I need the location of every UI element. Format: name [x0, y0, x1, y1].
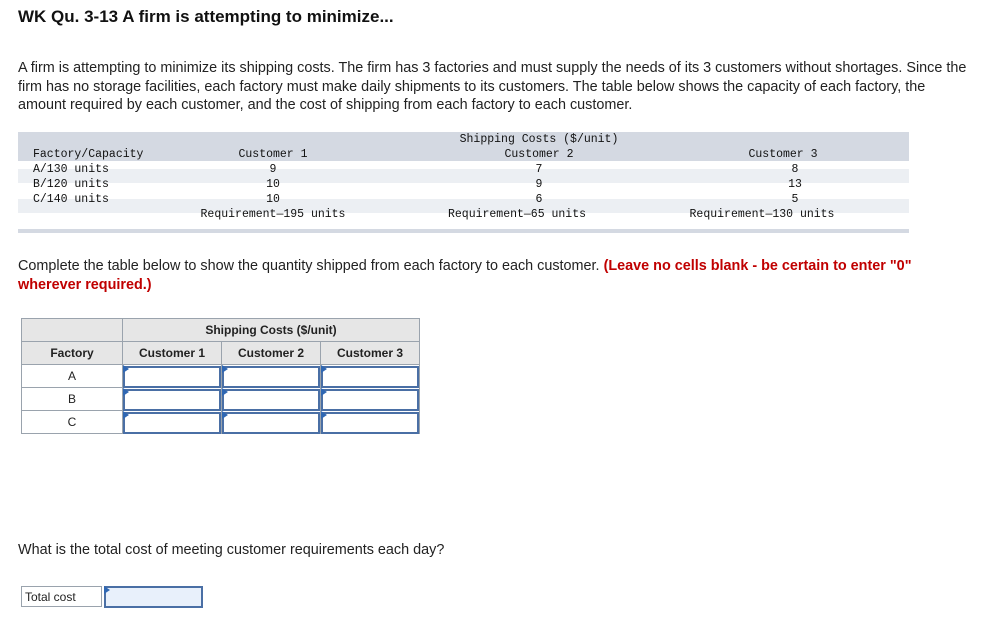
- row-label-a: A: [22, 365, 123, 388]
- input-a-customer-1[interactable]: [123, 366, 221, 388]
- shipping-costs-table: [18, 132, 909, 232]
- input-b-customer-2[interactable]: [222, 389, 320, 411]
- input-a-customer-2-cell: [222, 365, 321, 388]
- input-a-customer-3-cell: [321, 365, 420, 388]
- cost-b-1: 10: [266, 178, 280, 191]
- factory-column-header: Factory: [22, 342, 123, 365]
- factory-a-capacity: A/130 units: [33, 163, 109, 176]
- input-flag-icon: [104, 586, 110, 594]
- factory-b-capacity: B/120 units: [33, 178, 109, 191]
- answer-table: [21, 318, 420, 434]
- customer-1-header: Customer 1: [238, 148, 308, 161]
- input-b-customer-2-cell: [222, 388, 321, 411]
- input-flag-icon: [123, 388, 129, 396]
- cost-b-2: 9: [535, 178, 543, 191]
- customer-3-header: Customer 3: [748, 148, 818, 161]
- requirement-customer-3: Requirement—130 units: [689, 208, 835, 221]
- total-cost-input[interactable]: [104, 586, 203, 608]
- instruction-text: [18, 257, 948, 294]
- question-title: WK Qu. 3-13 A firm is attempting to minimize...: [18, 7, 394, 26]
- factory-c-capacity: C/140 units: [33, 193, 109, 206]
- row-label-c: C: [22, 411, 123, 434]
- customer-3-column-header: Customer 3: [321, 342, 420, 365]
- costs-heading: Shipping Costs ($/unit): [459, 133, 619, 146]
- input-flag-icon: [321, 365, 327, 373]
- input-b-customer-1-cell: [123, 388, 222, 411]
- cost-c-3: 5: [791, 193, 799, 206]
- cost-a-3: 8: [791, 163, 799, 176]
- cost-a-1: 9: [269, 163, 277, 176]
- requirement-customer-1: Requirement—195 units: [200, 208, 346, 221]
- total-cost-question: What is the total cost of meeting customer requirements each day?: [18, 542, 445, 558]
- cost-c-1: 10: [266, 193, 280, 206]
- input-flag-icon: [123, 411, 129, 419]
- row-band: [18, 169, 909, 183]
- input-c-customer-2-cell: [222, 411, 321, 434]
- input-c-customer-1[interactable]: [123, 412, 221, 434]
- cost-a-2: 7: [535, 163, 543, 176]
- input-b-customer-3-cell: [321, 388, 420, 411]
- input-flag-icon: [321, 411, 327, 419]
- factory-capacity-header: Factory/Capacity: [33, 148, 144, 161]
- cost-c-2: 6: [535, 193, 543, 206]
- customer-1-column-header: Customer 1: [123, 342, 222, 365]
- cost-b-3: 13: [788, 178, 802, 191]
- problem-description: A firm is attempting to minimize its shipping costs. The firm has 3 factories and must supply the needs of its 3 customers without shortages. Since the firm has no storage facilities, each factory must make daily shipments to its customers. The table below shows the capacity of each factory, the amount required by each customer, and the cost of shipping from each factory to each customer.: [18, 60, 967, 113]
- blank-header-cell: [22, 319, 123, 342]
- input-b-customer-1[interactable]: [123, 389, 221, 411]
- input-b-customer-3[interactable]: [321, 389, 419, 411]
- input-a-customer-1-cell: [123, 365, 222, 388]
- instruction-main: Complete the table below to show the quantity shipped from each factory to each customer.: [18, 258, 600, 274]
- input-c-customer-1-cell: [123, 411, 222, 434]
- input-flag-icon: [222, 388, 228, 396]
- input-a-customer-3[interactable]: [321, 366, 419, 388]
- total-cost-label: Total cost: [21, 586, 102, 607]
- input-c-customer-3[interactable]: [321, 412, 419, 434]
- table-row: [22, 388, 420, 411]
- input-flag-icon: [222, 365, 228, 373]
- input-flag-icon: [222, 411, 228, 419]
- input-c-customer-3-cell: [321, 411, 420, 434]
- customer-2-column-header: Customer 2: [222, 342, 321, 365]
- customer-2-header: Customer 2: [504, 148, 574, 161]
- table-row: [22, 365, 420, 388]
- instruction-note: (Leave no cells blank - be certain to enter "0" wherever required.): [18, 258, 912, 293]
- answer-table-heading: Shipping Costs ($/unit): [123, 319, 420, 342]
- requirement-customer-2: Requirement—65 units: [447, 208, 587, 221]
- input-flag-icon: [321, 388, 327, 396]
- input-flag-icon: [123, 365, 129, 373]
- table-row: [22, 411, 420, 434]
- row-label-b: B: [22, 388, 123, 411]
- input-a-customer-2[interactable]: [222, 366, 320, 388]
- input-c-customer-2[interactable]: [222, 412, 320, 434]
- table-divider: [18, 229, 909, 233]
